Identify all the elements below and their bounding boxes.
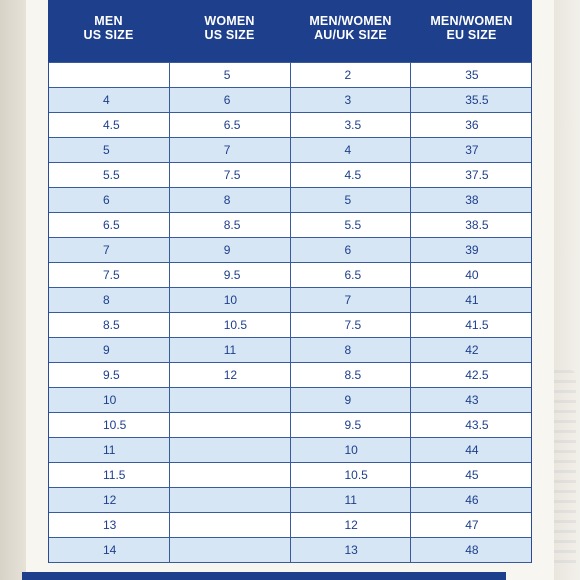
au-uk-size-cell: 6: [291, 238, 412, 262]
au-uk-size-cell: 8: [291, 338, 412, 362]
table-row: [49, 513, 531, 538]
women-us-size-cell: 9.5: [170, 263, 291, 287]
size-chart-card: [26, 0, 554, 580]
table-row: [49, 62, 531, 88]
women-us-size-cell: 10.5: [170, 313, 291, 337]
table-row: [49, 388, 531, 413]
eu-size-cell: 45: [465, 468, 479, 482]
women-us-size-cell: 9: [170, 238, 291, 262]
men-us-size-cell: 14: [49, 538, 170, 562]
table-row: [49, 238, 531, 263]
eu-size-cell: 38.5: [465, 218, 489, 232]
au-uk-size-cell: 9: [291, 388, 412, 412]
header-line: EU SIZE: [446, 28, 497, 42]
women-us-size-cell: 7.5: [170, 163, 291, 187]
au-uk-size-cell: 5.5: [291, 213, 412, 237]
table-row: [49, 363, 531, 388]
table-row: [49, 288, 531, 313]
au-uk-size-cell: 8.5: [291, 363, 412, 387]
au-uk-size-cell: 4: [291, 138, 412, 162]
men-us-size-cell: 9: [49, 338, 170, 362]
men-us-size-cell: 5: [49, 138, 170, 162]
au-uk-size-cell: 11: [291, 488, 412, 512]
eu-size-cell: 36: [465, 118, 479, 132]
men-us-size-cell: 8.5: [49, 313, 170, 337]
au-uk-size-cell: 10: [291, 438, 412, 462]
table-body: [48, 62, 532, 563]
men-us-size-cell: 4.5: [49, 113, 170, 137]
table-row: [49, 138, 531, 163]
men-us-size-cell: 4: [49, 88, 170, 112]
men-us-size-cell: 7.5: [49, 263, 170, 287]
women-us-size-cell: [170, 513, 291, 537]
au-uk-size-cell: 12: [291, 513, 412, 537]
eu-size-cell: 42: [465, 343, 479, 357]
au-uk-size-cell: 13: [291, 538, 412, 562]
au-uk-size-cell: 7.5: [291, 313, 412, 337]
men-us-size-cell: [49, 63, 170, 87]
men-us-size-cell: 6.5: [49, 213, 170, 237]
women-us-size-cell: 12: [170, 363, 291, 387]
women-us-size-cell: 7: [170, 138, 291, 162]
men-us-size-cell: 13: [49, 513, 170, 537]
table-row: [49, 188, 531, 213]
au-uk-size-cell: 2: [291, 63, 412, 87]
men-us-size-cell: 5.5: [49, 163, 170, 187]
au-uk-size-cell: 4.5: [291, 163, 412, 187]
men-us-size-cell: 9.5: [49, 363, 170, 387]
eu-size-cell: 47: [465, 518, 479, 532]
eu-size-cell: 41.5: [465, 318, 489, 332]
men-us-size-cell: 12: [49, 488, 170, 512]
background-left-edge: [0, 0, 26, 580]
eu-size-cell: 43: [465, 393, 479, 407]
table-footer-bar: [22, 572, 506, 580]
au-uk-size-cell: 5: [291, 188, 412, 212]
header-line: AU/UK SIZE: [314, 28, 387, 42]
header-line: US SIZE: [83, 28, 134, 42]
women-us-size-cell: 5: [170, 63, 291, 87]
eu-size-cell: 42.5: [465, 368, 489, 382]
eu-size-cell: 39: [465, 243, 479, 257]
women-us-size-cell: 8.5: [170, 213, 291, 237]
table-row: [49, 163, 531, 188]
table-row: [49, 88, 531, 113]
men-us-size-cell: 10.5: [49, 413, 170, 437]
eu-size-header: [411, 0, 532, 62]
au-uk-size-cell: 7: [291, 288, 412, 312]
men-us-size-cell: 10: [49, 388, 170, 412]
header-line: MEN/WOMEN: [309, 14, 392, 28]
au-uk-size-header: [290, 0, 411, 62]
table-row: [49, 213, 531, 238]
table-row: [49, 438, 531, 463]
header-line: WOMEN: [204, 14, 255, 28]
women-us-size-cell: 6.5: [170, 113, 291, 137]
table-row: [49, 413, 531, 438]
eu-size-cell: 35.5: [465, 93, 489, 107]
women-us-size-header: [169, 0, 290, 62]
table-row: [49, 488, 531, 513]
au-uk-size-cell: 10.5: [291, 463, 412, 487]
table-row: [49, 263, 531, 288]
header-line: MEN: [94, 14, 123, 28]
men-us-size-cell: 11.5: [49, 463, 170, 487]
women-us-size-cell: 11: [170, 338, 291, 362]
women-us-size-cell: [170, 488, 291, 512]
au-uk-size-cell: 6.5: [291, 263, 412, 287]
table-row: [49, 463, 531, 488]
men-us-size-cell: 11: [49, 438, 170, 462]
women-us-size-cell: [170, 538, 291, 562]
eu-size-cell: 40: [465, 268, 479, 282]
men-us-size-cell: 8: [49, 288, 170, 312]
women-us-size-cell: [170, 388, 291, 412]
size-chart-table: [48, 0, 532, 563]
eu-size-cell: 37.5: [465, 168, 489, 182]
women-us-size-cell: 10: [170, 288, 291, 312]
header-line: MEN/WOMEN: [430, 14, 513, 28]
eu-size-cell: 46: [465, 493, 479, 507]
eu-size-cell: 37: [465, 143, 479, 157]
table-row: [49, 538, 531, 563]
men-us-size-cell: 7: [49, 238, 170, 262]
eu-size-cell: 41: [465, 293, 479, 307]
women-us-size-cell: 6: [170, 88, 291, 112]
au-uk-size-cell: 3.5: [291, 113, 412, 137]
eu-size-cell: 43.5: [465, 418, 489, 432]
table-header: [48, 0, 532, 62]
header-line: US SIZE: [204, 28, 255, 42]
men-us-size-header: [48, 0, 169, 62]
women-us-size-cell: [170, 413, 291, 437]
men-us-size-cell: 6: [49, 188, 170, 212]
table-row: [49, 313, 531, 338]
table-row: [49, 338, 531, 363]
au-uk-size-cell: 3: [291, 88, 412, 112]
women-us-size-cell: [170, 438, 291, 462]
au-uk-size-cell: 9.5: [291, 413, 412, 437]
women-us-size-cell: 8: [170, 188, 291, 212]
eu-size-cell: 38: [465, 193, 479, 207]
table-row: [49, 113, 531, 138]
eu-size-cell: 44: [465, 443, 479, 457]
eu-size-cell: 48: [465, 543, 479, 557]
women-us-size-cell: [170, 463, 291, 487]
eu-size-cell: 35: [465, 68, 479, 82]
